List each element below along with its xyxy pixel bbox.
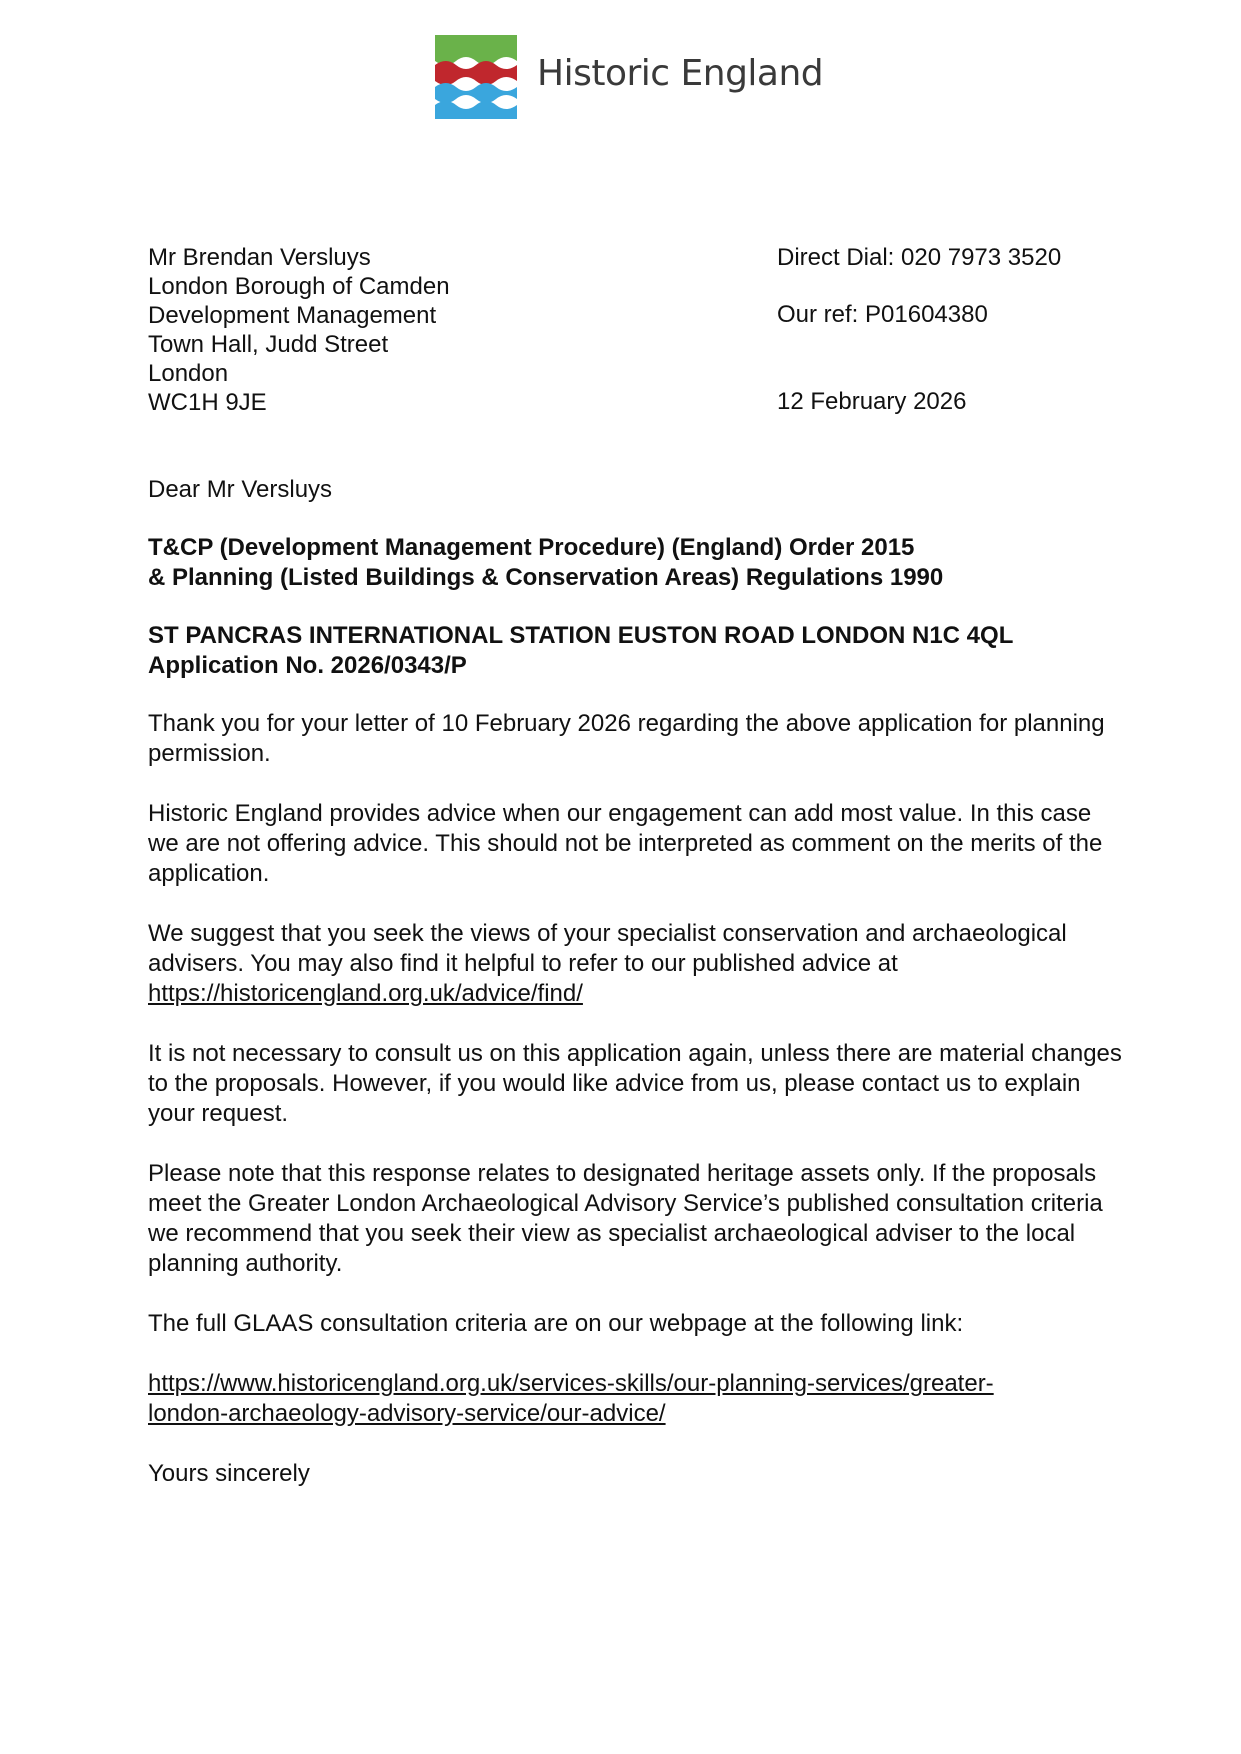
application-number: Application No. 2026/0343/P [148,652,467,679]
direct-dial: Direct Dial: 020 7973 3520 [777,244,1062,271]
recipient-name: Mr Brendan Versluys [148,244,371,271]
regulation-heading-line-1: T&CP (Development Management Procedure) (England) Order 2015 [148,534,915,561]
recipient-city: London [148,360,229,387]
letter-date: 12 February 2026 [777,388,967,415]
closing: Yours sincerely [148,1460,310,1487]
paragraph-glaas-criteria: The full GLAAS consultation criteria are on our webpage at the following link: [148,1310,964,1337]
paragraph-glaas-note: Please note that this response relates to designated heritage assets only. If the proposals meet the Greater London Archaeological Advisory Service’s published consultation criteria we recommend that you seek their view as specialist archaeological adviser to the local planning authority. [148,1160,1103,1277]
recipient-postcode: WC1H 9JE [148,389,267,416]
historic-england-logo [435,35,823,119]
historic-england-logo-icon [435,35,517,119]
recipient-address [148,243,450,417]
paragraph-specialist-advice [148,919,1128,1009]
paragraph-reconsult: It is not necessary to consult us on this application again, unless there are material changes to the proposals. However, if you would like advice from us, please contact us to explain your request. [148,1040,1122,1127]
paragraph-advice-policy: Historic England provides advice when our engagement can add most value. In this case we are not offering advice. This should not be interpreted as comment on the merits of the application. [148,800,1103,887]
recipient-dept: Development Management [148,302,437,329]
regulation-heading [148,533,1128,593]
site-heading: ST PANCRAS INTERNATIONAL STATION EUSTON ROAD LONDON N1C 4QL [148,622,1014,649]
recipient-org: London Borough of Camden [148,273,450,300]
advice-find-link[interactable]: https://historicengland.org.uk/advice/find/ [148,980,583,1007]
letter-body [148,475,1128,1489]
org-name: Historic England [537,52,824,94]
regulation-heading-line-2: & Planning (Listed Buildings & Conservation Areas) Regulations 1990 [148,564,944,591]
paragraph-thanks: Thank you for your letter of 10 February 2026 regarding the above application for planning permission. [148,710,1105,767]
our-ref: Our ref: P01604380 [777,301,988,328]
glaas-advice-link[interactable]: https://www.historicengland.org.uk/services-skills/our-planning-services/greater-london-archaeology-advisory-service/our-advice/ [148,1370,994,1427]
paragraph-specialist-advice-text: We suggest that you seek the views of your specialist conservation and archaeological advisers. You may also find it helpful to refer to our published advice at [148,920,1067,977]
glaas-link-paragraph [148,1369,1048,1429]
salutation: Dear Mr Versluys [148,476,333,503]
site-heading-block [148,621,1128,681]
recipient-street: Town Hall, Judd Street [148,331,389,358]
